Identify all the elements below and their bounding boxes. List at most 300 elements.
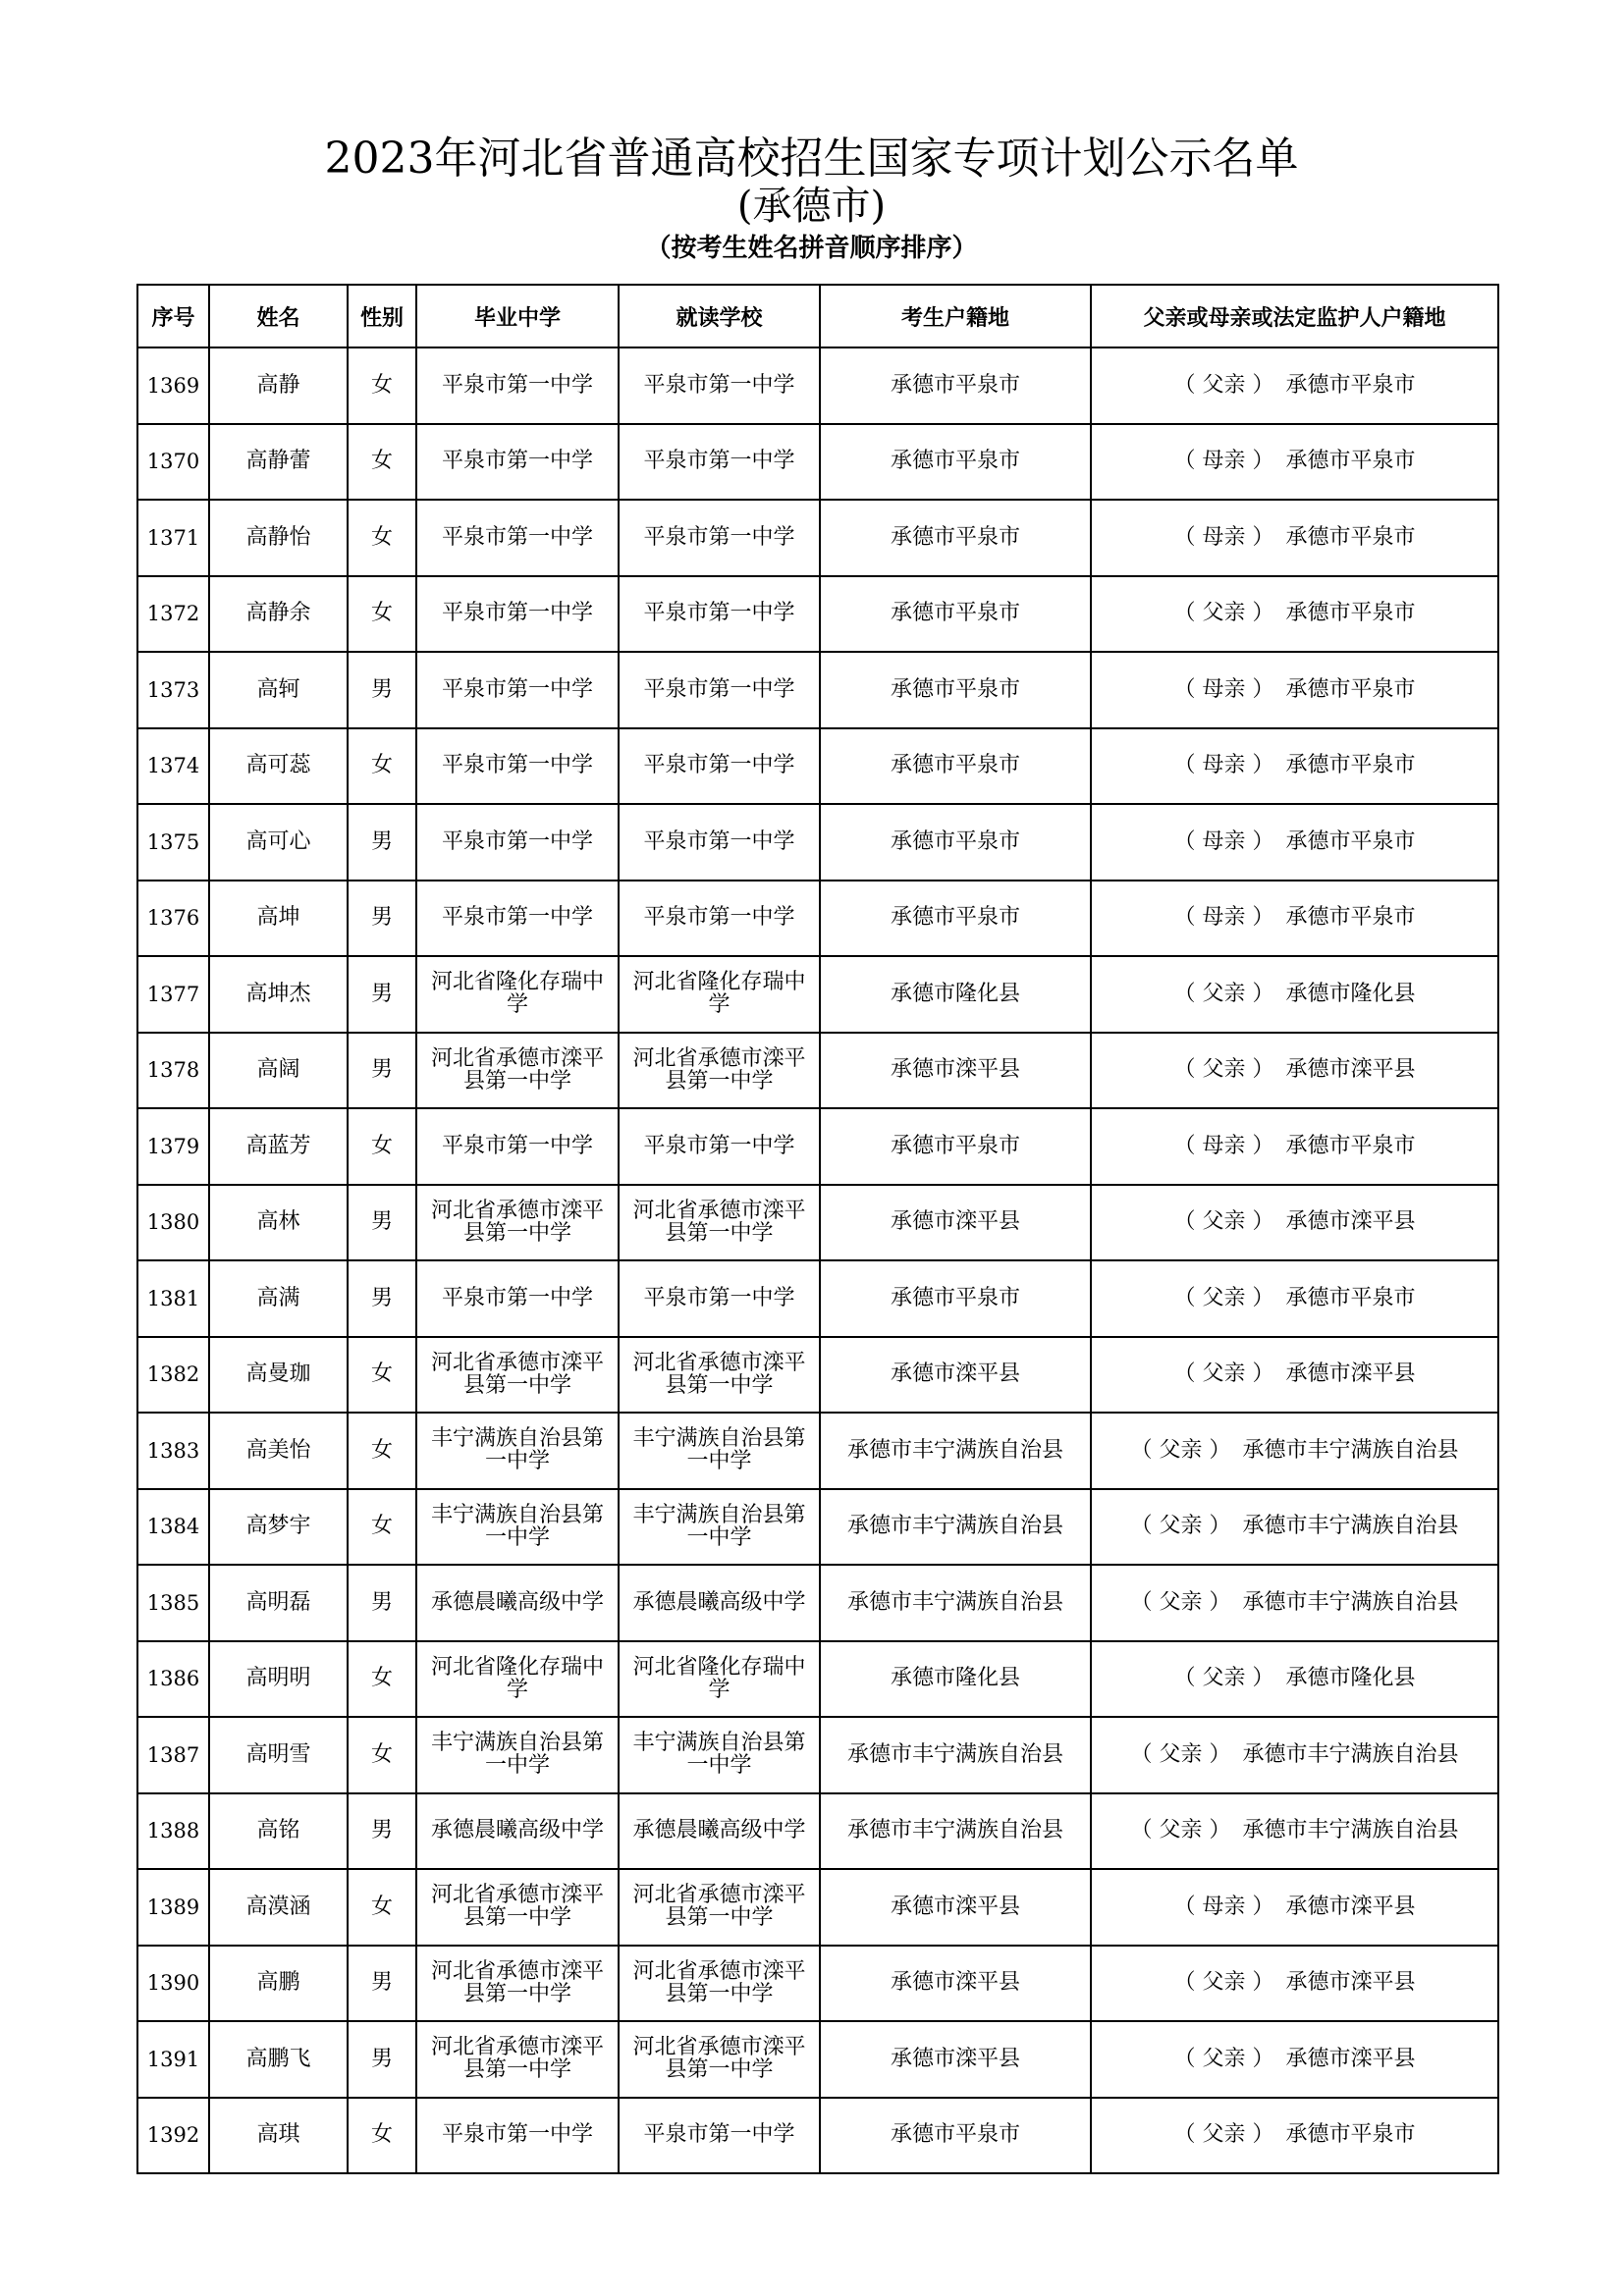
guardian-hukou-text: 承德市丰宁满族自治县 [1242, 1818, 1459, 1843]
cell-gender: 男 [348, 1793, 416, 1870]
cell-hukou: 承德市平泉市 [820, 347, 1091, 424]
cell-current-school [619, 728, 820, 805]
cell-hukou: 承德市丰宁满族自治县 [820, 1793, 1091, 1870]
guardian-relation: （ 母亲 ） [1173, 1133, 1274, 1158]
cell-guardian-hukou [1091, 1185, 1498, 1261]
table-header-row [137, 285, 1498, 347]
cell-grad-school [416, 881, 619, 957]
grad-school-text: 丰宁满族自治县第一中学 [430, 1731, 604, 1779]
cell-guardian-hukou [1091, 1565, 1498, 1641]
table-row [137, 1413, 1498, 1489]
current-school-text: 平泉市第一中学 [643, 753, 795, 778]
cell-guardian-hukou [1091, 1946, 1498, 2022]
table-row [137, 1260, 1498, 1337]
cell-name: 高轲 [209, 652, 348, 728]
cell-current-school [619, 881, 820, 957]
cell-guardian-hukou [1091, 576, 1498, 653]
cell-guardian-hukou [1091, 1260, 1498, 1337]
cell-current-school [619, 2021, 820, 2098]
guardian-relation: （ 父亲 ） [1173, 601, 1274, 626]
cell-hukou: 承德市丰宁满族自治县 [820, 1565, 1091, 1641]
guardian-hukou-text: 承德市平泉市 [1285, 372, 1416, 398]
guardian-relation: （ 母亲 ） [1173, 1894, 1274, 1919]
cell-guardian-hukou [1091, 1489, 1498, 1566]
guardian-relation: （ 父亲 ） [1173, 2122, 1274, 2148]
cell-seq: 1375 [137, 804, 209, 881]
table-body [137, 347, 1498, 2173]
cell-seq: 1391 [137, 2021, 209, 2098]
cell-gender: 男 [348, 1185, 416, 1261]
cell-current-school [619, 1185, 820, 1261]
guardian-hukou-text: 承德市丰宁满族自治县 [1242, 1589, 1459, 1615]
table-row [137, 1793, 1498, 1870]
guardian-relation: （ 父亲 ） [1130, 1514, 1231, 1539]
cell-seq: 1379 [137, 1108, 209, 1185]
table-row [137, 956, 1498, 1033]
table-row [137, 424, 1498, 501]
cell-gender: 男 [348, 1033, 416, 1109]
cell-grad-school [416, 956, 619, 1033]
cell-gender: 女 [348, 1717, 416, 1793]
cell-gender: 女 [348, 1489, 416, 1566]
cell-grad-school [416, 728, 619, 805]
cell-grad-school [416, 424, 619, 501]
cell-gender: 女 [348, 347, 416, 424]
cell-guardian-hukou [1091, 424, 1498, 501]
guardian-relation: （ 父亲 ） [1173, 1666, 1274, 1691]
cell-guardian-hukou [1091, 2098, 1498, 2174]
cell-hukou: 承德市平泉市 [820, 881, 1091, 957]
guardian-relation: （ 父亲 ） [1173, 1057, 1274, 1083]
table-row [137, 500, 1498, 576]
cell-seq: 1378 [137, 1033, 209, 1109]
guardian-relation: （ 父亲 ） [1130, 1741, 1231, 1767]
cell-current-school [619, 424, 820, 501]
cell-hukou: 承德市平泉市 [820, 2098, 1091, 2174]
guardian-hukou-text: 承德市平泉市 [1285, 449, 1416, 474]
cell-seq: 1373 [137, 652, 209, 728]
grad-school-text: 平泉市第一中学 [441, 1285, 593, 1310]
grad-school-text: 丰宁满族自治县第一中学 [430, 1502, 604, 1550]
cell-seq: 1392 [137, 2098, 209, 2174]
table-row [137, 1717, 1498, 1793]
cell-gender: 女 [348, 576, 416, 653]
cell-seq: 1369 [137, 347, 209, 424]
cell-guardian-hukou [1091, 1108, 1498, 1185]
cell-name: 高琪 [209, 2098, 348, 2174]
cell-gender: 男 [348, 1260, 416, 1337]
guardian-relation: （ 母亲 ） [1173, 676, 1274, 702]
cell-grad-school [416, 1108, 619, 1185]
cell-seq: 1386 [137, 1641, 209, 1718]
grad-school-text: 河北省承德市滦平县第一中学 [430, 1958, 604, 2006]
cell-name: 高静怡 [209, 500, 348, 576]
cell-seq: 1374 [137, 728, 209, 805]
cell-current-school [619, 1489, 820, 1566]
cell-grad-school [416, 652, 619, 728]
grad-school-text: 河北省承德市滦平县第一中学 [430, 1350, 604, 1398]
guardian-relation: （ 父亲 ） [1173, 2046, 1274, 2071]
table-row [137, 1033, 1498, 1109]
guardian-hukou-text: 承德市滦平县 [1285, 2046, 1416, 2071]
cell-gender: 女 [348, 424, 416, 501]
current-school-text: 河北省承德市滦平县第一中学 [632, 2035, 806, 2083]
current-school-text: 丰宁满族自治县第一中学 [632, 1426, 806, 1474]
cell-grad-school [416, 1033, 619, 1109]
guardian-relation: （ 母亲 ） [1173, 753, 1274, 778]
cell-seq: 1387 [137, 1717, 209, 1793]
guardian-hukou-text: 承德市平泉市 [1285, 524, 1416, 550]
table-row [137, 1946, 1498, 2022]
cell-gender: 女 [348, 1641, 416, 1718]
cell-current-school [619, 1337, 820, 1414]
table-row [137, 347, 1498, 424]
guardian-hukou-text: 承德市丰宁满族自治县 [1242, 1437, 1459, 1463]
guardian-hukou-text: 承德市平泉市 [1285, 753, 1416, 778]
table-row [137, 1337, 1498, 1414]
guardian-hukou-text: 承德市滦平县 [1285, 1362, 1416, 1387]
guardian-hukou-text: 承德市隆化县 [1285, 981, 1416, 1006]
cell-name: 高明磊 [209, 1565, 348, 1641]
table-row [137, 1565, 1498, 1641]
guardian-relation: （ 父亲 ） [1173, 1209, 1274, 1235]
table-row [137, 1185, 1498, 1261]
cell-seq: 1376 [137, 881, 209, 957]
current-school-text: 平泉市第一中学 [643, 372, 795, 398]
guardian-relation: （ 父亲 ） [1173, 1285, 1274, 1310]
cell-name: 高梦宇 [209, 1489, 348, 1566]
cell-current-school [619, 1565, 820, 1641]
guardian-relation: （ 父亲 ） [1173, 1970, 1274, 1996]
cell-seq: 1384 [137, 1489, 209, 1566]
guardian-hukou-text: 承德市隆化县 [1285, 1666, 1416, 1691]
cell-name: 高满 [209, 1260, 348, 1337]
cell-grad-school [416, 1185, 619, 1261]
current-school-text: 平泉市第一中学 [643, 2122, 795, 2148]
guardian-relation: （ 父亲 ） [1173, 981, 1274, 1006]
cell-guardian-hukou [1091, 652, 1498, 728]
cell-hukou: 承德市滦平县 [820, 1869, 1091, 1946]
current-school-text: 平泉市第一中学 [643, 828, 795, 854]
grad-school-text: 平泉市第一中学 [441, 753, 593, 778]
cell-name: 高阔 [209, 1033, 348, 1109]
guardian-hukou-text: 承德市平泉市 [1285, 676, 1416, 702]
table-row [137, 1489, 1498, 1566]
current-school-text: 平泉市第一中学 [643, 1285, 795, 1310]
table-row [137, 881, 1498, 957]
candidate-roster-table [136, 284, 1499, 2174]
cell-name: 高静 [209, 347, 348, 424]
cell-guardian-hukou [1091, 1641, 1498, 1718]
grad-school-text: 河北省承德市滦平县第一中学 [430, 1045, 604, 1094]
header-current-school: 就读学校 [619, 285, 820, 347]
header-name: 姓名 [209, 285, 348, 347]
cell-gender: 女 [348, 500, 416, 576]
cell-gender: 男 [348, 881, 416, 957]
guardian-hukou-text: 承德市平泉市 [1285, 905, 1416, 931]
cell-guardian-hukou [1091, 2021, 1498, 2098]
current-school-text: 河北省承德市滦平县第一中学 [632, 1883, 806, 1931]
document-title: 2023年河北省普通高校招生国家专项计划公示名单 [324, 133, 1299, 184]
current-school-text: 丰宁满族自治县第一中学 [632, 1731, 806, 1779]
guardian-relation: （ 母亲 ） [1173, 524, 1274, 550]
cell-gender: 女 [348, 1869, 416, 1946]
grad-school-text: 平泉市第一中学 [441, 2122, 593, 2148]
cell-grad-school [416, 1717, 619, 1793]
guardian-hukou-text: 承德市丰宁满族自治县 [1242, 1514, 1459, 1539]
guardian-hukou-text: 承德市滦平县 [1285, 1970, 1416, 1996]
cell-name: 高铭 [209, 1793, 348, 1870]
cell-seq: 1380 [137, 1185, 209, 1261]
guardian-hukou-text: 承德市滦平县 [1285, 1894, 1416, 1919]
cell-current-school [619, 1641, 820, 1718]
cell-gender: 女 [348, 728, 416, 805]
cell-seq: 1390 [137, 1946, 209, 2022]
table-row [137, 2021, 1498, 2098]
cell-gender: 女 [348, 2098, 416, 2174]
cell-guardian-hukou [1091, 1033, 1498, 1109]
guardian-hukou-text: 承德市平泉市 [1285, 601, 1416, 626]
cell-current-school [619, 956, 820, 1033]
guardian-relation: （ 母亲 ） [1173, 449, 1274, 474]
cell-grad-school [416, 1413, 619, 1489]
current-school-text: 平泉市第一中学 [643, 1133, 795, 1158]
cell-name: 高可蕊 [209, 728, 348, 805]
cell-gender: 男 [348, 2021, 416, 2098]
cell-guardian-hukou [1091, 1793, 1498, 1870]
grad-school-text: 平泉市第一中学 [441, 601, 593, 626]
cell-hukou: 承德市滦平县 [820, 1337, 1091, 1414]
cell-name: 高蓝芳 [209, 1108, 348, 1185]
cell-hukou: 承德市平泉市 [820, 424, 1091, 501]
cell-guardian-hukou [1091, 956, 1498, 1033]
cell-seq: 1385 [137, 1565, 209, 1641]
cell-current-school [619, 1793, 820, 1870]
cell-seq: 1381 [137, 1260, 209, 1337]
cell-grad-school [416, 347, 619, 424]
grad-school-text: 河北省隆化存瑞中学 [430, 970, 604, 1018]
cell-seq: 1372 [137, 576, 209, 653]
grad-school-text: 平泉市第一中学 [441, 449, 593, 474]
cell-grad-school [416, 1641, 619, 1718]
header-guardian-hukou: 父亲或母亲或法定监护人户籍地 [1091, 285, 1498, 347]
grad-school-text: 平泉市第一中学 [441, 1133, 593, 1158]
guardian-relation: （ 母亲 ） [1173, 905, 1274, 931]
cell-grad-school [416, 1869, 619, 1946]
cell-name: 高美怡 [209, 1413, 348, 1489]
cell-grad-school [416, 2021, 619, 2098]
table-row [137, 1108, 1498, 1185]
guardian-relation: （ 父亲 ） [1130, 1437, 1231, 1463]
cell-seq: 1383 [137, 1413, 209, 1489]
cell-current-school [619, 1033, 820, 1109]
cell-current-school [619, 2098, 820, 2174]
header-hukou: 考生户籍地 [820, 285, 1091, 347]
cell-hukou: 承德市滦平县 [820, 2021, 1091, 2098]
cell-guardian-hukou [1091, 728, 1498, 805]
guardian-hukou-text: 承德市平泉市 [1285, 1133, 1416, 1158]
cell-grad-school [416, 1337, 619, 1414]
guardian-relation: （ 父亲 ） [1130, 1818, 1231, 1843]
table-row [137, 576, 1498, 653]
cell-current-school [619, 652, 820, 728]
cell-grad-school [416, 804, 619, 881]
cell-guardian-hukou [1091, 1869, 1498, 1946]
guardian-hukou-text: 承德市滦平县 [1285, 1209, 1416, 1235]
cell-seq: 1382 [137, 1337, 209, 1414]
cell-grad-school [416, 1489, 619, 1566]
cell-name: 高鹏 [209, 1946, 348, 2022]
current-school-text: 平泉市第一中学 [643, 905, 795, 931]
cell-gender: 男 [348, 1946, 416, 2022]
cell-hukou: 承德市滦平县 [820, 1185, 1091, 1261]
current-school-text: 河北省承德市滦平县第一中学 [632, 1045, 806, 1094]
current-school-text: 平泉市第一中学 [643, 524, 795, 550]
guardian-hukou-text: 承德市丰宁满族自治县 [1242, 1741, 1459, 1767]
grad-school-text: 丰宁满族自治县第一中学 [430, 1426, 604, 1474]
cell-name: 高鹏飞 [209, 2021, 348, 2098]
cell-name: 高坤 [209, 881, 348, 957]
cell-current-school [619, 347, 820, 424]
cell-hukou: 承德市丰宁满族自治县 [820, 1413, 1091, 1489]
table-row [137, 728, 1498, 805]
cell-name: 高漠涵 [209, 1869, 348, 1946]
cell-grad-school [416, 1565, 619, 1641]
cell-hukou: 承德市隆化县 [820, 956, 1091, 1033]
current-school-text: 承德晨曦高级中学 [632, 1818, 806, 1843]
grad-school-text: 平泉市第一中学 [441, 905, 593, 931]
grad-school-text: 河北省承德市滦平县第一中学 [430, 1883, 604, 1931]
cell-seq: 1389 [137, 1869, 209, 1946]
grad-school-text: 河北省承德市滦平县第一中学 [430, 2035, 604, 2083]
sort-order-note: （按考生姓名拼音顺序排序） [645, 234, 978, 263]
cell-name: 高坤杰 [209, 956, 348, 1033]
current-school-text: 河北省承德市滦平县第一中学 [632, 1350, 806, 1398]
table-row [137, 804, 1498, 881]
grad-school-text: 承德晨曦高级中学 [430, 1589, 604, 1615]
guardian-hukou-text: 承德市平泉市 [1285, 1285, 1416, 1310]
cell-name: 高静余 [209, 576, 348, 653]
cell-hukou: 承德市平泉市 [820, 1108, 1091, 1185]
header-gender: 性别 [348, 285, 416, 347]
cell-gender: 男 [348, 1565, 416, 1641]
cell-hukou: 承德市平泉市 [820, 652, 1091, 728]
cell-grad-school [416, 1793, 619, 1870]
cell-gender: 女 [348, 1413, 416, 1489]
cell-current-school [619, 576, 820, 653]
cell-current-school [619, 1260, 820, 1337]
cell-current-school [619, 1869, 820, 1946]
cell-current-school [619, 804, 820, 881]
current-school-text: 河北省承德市滦平县第一中学 [632, 1198, 806, 1246]
current-school-text: 丰宁满族自治县第一中学 [632, 1502, 806, 1550]
current-school-text: 河北省隆化存瑞中学 [632, 970, 806, 1018]
current-school-text: 平泉市第一中学 [643, 601, 795, 626]
cell-seq: 1377 [137, 956, 209, 1033]
cell-hukou: 承德市隆化县 [820, 1641, 1091, 1718]
guardian-hukou-text: 承德市平泉市 [1285, 2122, 1416, 2148]
cell-hukou: 承德市滦平县 [820, 1033, 1091, 1109]
cell-gender: 男 [348, 956, 416, 1033]
table-row [137, 1869, 1498, 1946]
current-school-text: 承德晨曦高级中学 [632, 1589, 806, 1615]
table-row [137, 652, 1498, 728]
cell-grad-school [416, 1946, 619, 2022]
cell-hukou: 承德市平泉市 [820, 576, 1091, 653]
grad-school-text: 平泉市第一中学 [441, 524, 593, 550]
cell-guardian-hukou [1091, 500, 1498, 576]
cell-grad-school [416, 576, 619, 653]
cell-name: 高曼珈 [209, 1337, 348, 1414]
cell-hukou: 承德市平泉市 [820, 804, 1091, 881]
grad-school-text: 河北省承德市滦平县第一中学 [430, 1198, 604, 1246]
grad-school-text: 承德晨曦高级中学 [430, 1818, 604, 1843]
cell-guardian-hukou [1091, 881, 1498, 957]
cell-hukou: 承德市平泉市 [820, 728, 1091, 805]
cell-grad-school [416, 1260, 619, 1337]
cell-gender: 女 [348, 1337, 416, 1414]
guardian-relation: （ 父亲 ） [1130, 1589, 1231, 1615]
cell-seq: 1388 [137, 1793, 209, 1870]
cell-name: 高静蕾 [209, 424, 348, 501]
grad-school-text: 平泉市第一中学 [441, 676, 593, 702]
guardian-relation: （ 父亲 ） [1173, 372, 1274, 398]
cell-gender: 女 [348, 1108, 416, 1185]
table-row [137, 1641, 1498, 1718]
cell-guardian-hukou [1091, 1413, 1498, 1489]
cell-guardian-hukou [1091, 347, 1498, 424]
cell-name: 高明明 [209, 1641, 348, 1718]
document-subtitle-city: (承德市) [736, 184, 887, 229]
grad-school-text: 平泉市第一中学 [441, 372, 593, 398]
header-seq: 序号 [137, 285, 209, 347]
cell-grad-school [416, 500, 619, 576]
grad-school-text: 河北省隆化存瑞中学 [430, 1654, 604, 1702]
cell-name: 高林 [209, 1185, 348, 1261]
cell-hukou: 承德市平泉市 [820, 1260, 1091, 1337]
header-grad-school: 毕业中学 [416, 285, 619, 347]
current-school-text: 河北省隆化存瑞中学 [632, 1654, 806, 1702]
cell-seq: 1370 [137, 424, 209, 501]
cell-current-school [619, 1413, 820, 1489]
cell-current-school [619, 500, 820, 576]
current-school-text: 平泉市第一中学 [643, 676, 795, 702]
guardian-relation: （ 父亲 ） [1173, 1362, 1274, 1387]
guardian-hukou-text: 承德市平泉市 [1285, 828, 1416, 854]
cell-seq: 1371 [137, 500, 209, 576]
cell-guardian-hukou [1091, 804, 1498, 881]
cell-grad-school [416, 2098, 619, 2174]
table-row [137, 2098, 1498, 2174]
cell-gender: 男 [348, 652, 416, 728]
guardian-relation: （ 母亲 ） [1173, 828, 1274, 854]
guardian-hukou-text: 承德市滦平县 [1285, 1057, 1416, 1083]
cell-gender: 男 [348, 804, 416, 881]
cell-hukou: 承德市滦平县 [820, 1946, 1091, 2022]
cell-current-school [619, 1946, 820, 2022]
cell-hukou: 承德市丰宁满族自治县 [820, 1489, 1091, 1566]
cell-name: 高可心 [209, 804, 348, 881]
cell-current-school [619, 1717, 820, 1793]
cell-guardian-hukou [1091, 1717, 1498, 1793]
grad-school-text: 平泉市第一中学 [441, 828, 593, 854]
cell-hukou: 承德市平泉市 [820, 500, 1091, 576]
current-school-text: 平泉市第一中学 [643, 449, 795, 474]
cell-hukou: 承德市丰宁满族自治县 [820, 1717, 1091, 1793]
cell-current-school [619, 1108, 820, 1185]
cell-guardian-hukou [1091, 1337, 1498, 1414]
cell-name: 高明雪 [209, 1717, 348, 1793]
